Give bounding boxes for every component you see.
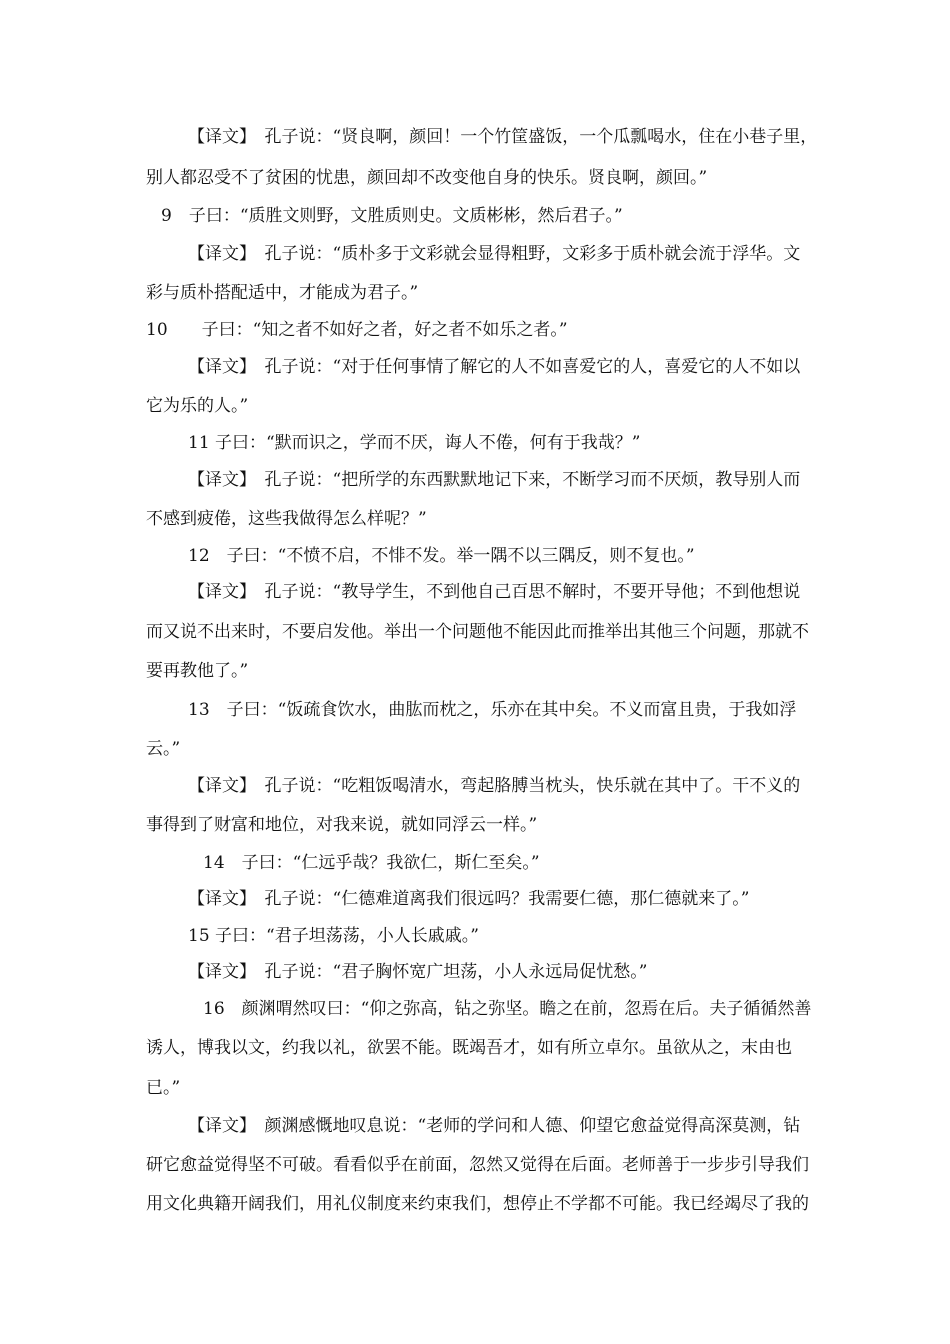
- passage-heading-11: 11 子曰：“默而识之，学而不厌，诲人不倦，何有于我哉？”: [188, 433, 641, 453]
- translation-paragraph-line: 彩与质朴搭配适中，才能成为君子。”: [146, 283, 419, 303]
- passage-heading-14: 14 子曰：“仁远乎哉？我欲仁，斯仁至矣。”: [203, 853, 540, 873]
- passage-line: 诱人，博我以文，约我以礼，欲罢不能。既竭吾才，如有所立卓尔。虽欲从之，末由也: [146, 1038, 792, 1058]
- passage-heading-15: 15 子曰：“君子坦荡荡，小人长戚戚。”: [188, 926, 479, 946]
- translation-paragraph-line: 【译文】 孔子说：“把所学的东西默默地记下来，不断学习而不厌烦，教导别人而: [188, 470, 801, 490]
- translation-paragraph-line: 事得到了财富和地位，对我来说，就如同浮云一样。”: [146, 815, 538, 835]
- passage-line: 云。”: [146, 739, 181, 759]
- translation-paragraph-line: 【译文】 颜渊感慨地叹息说：“老师的学问和人德、仰望它愈益觉得高深莫测，钻: [188, 1116, 801, 1136]
- passage-heading-13: 13 子曰：“饭疏食饮水，曲肱而枕之，乐亦在其中矣。不义而富且贵，于我如浮: [188, 700, 797, 720]
- translation-paragraph-line: 它为乐的人。”: [146, 396, 249, 416]
- translation-paragraph-line: 不感到疲倦，这些我做得怎么样呢？”: [146, 509, 427, 529]
- translation-paragraph-line: 【译文】 孔子说：“贤良啊，颜回！一个竹筐盛饭，一个瓜瓢喝水，住在小巷子里，: [188, 127, 818, 147]
- passage-line: 已。”: [146, 1078, 181, 1098]
- translation-paragraph-line: 【译文】 孔子说：“君子胸怀宽广坦荡，小人永远局促忧愁。”: [188, 962, 648, 982]
- passage-heading-16: 16 颜渊喟然叹曰：“仰之弥高，钻之弥坚。瞻之在前，忽焉在后。夫子循循然善: [203, 999, 812, 1019]
- translation-paragraph-line: 研它愈益觉得坚不可破。看看似乎在前面，忽然又觉得在后面。老师善于一步步引导我们: [146, 1155, 809, 1175]
- translation-paragraph-line: 【译文】 孔子说：“吃粗饭喝清水，弯起胳膊当枕头，快乐就在其中了。干不义的: [188, 776, 801, 796]
- translation-paragraph-line: 【译文】 孔子说：“对于任何事情了解它的人不如喜爱它的人，喜爱它的人不如以: [188, 357, 801, 377]
- translation-paragraph-line: 【译文】 孔子说：“教导学生，不到他自己百思不解时，不要开导他；不到他想说: [188, 582, 801, 602]
- translation-paragraph-line: 别人都忍受不了贫困的忧患，颜回却不改变他自身的快乐。贤良啊，颜回。”: [146, 168, 708, 188]
- passage-heading-9: 9 子曰：“质胜文则野，文胜质则史。文质彬彬，然后君子。”: [161, 206, 623, 226]
- translation-paragraph-line: 要再教他了。”: [146, 661, 249, 681]
- translation-paragraph-line: 【译文】 孔子说：“仁德难道离我们很远吗？我需要仁德，那仁德就来了。”: [188, 889, 750, 909]
- translation-paragraph-line: 而又说不出来时，不要启发他。举出一个问题他不能因此而推举出其他三个问题，那就不: [146, 622, 809, 642]
- translation-paragraph-line: 用文化典籍开阔我们，用礼仪制度来约束我们，想停止不学都不可能。我已经竭尽了我的: [146, 1194, 809, 1214]
- passage-heading-12: 12 子曰：“不愤不启，不悱不发。举一隅不以三隅反，则不复也。”: [188, 546, 695, 566]
- translation-paragraph-line: 【译文】 孔子说：“质朴多于文彩就会显得粗野，文彩多于质朴就会流于浮华。文: [188, 244, 801, 264]
- passage-heading-10: 10 子曰：“知之者不如好之者，好之者不如乐之者。”: [146, 320, 568, 340]
